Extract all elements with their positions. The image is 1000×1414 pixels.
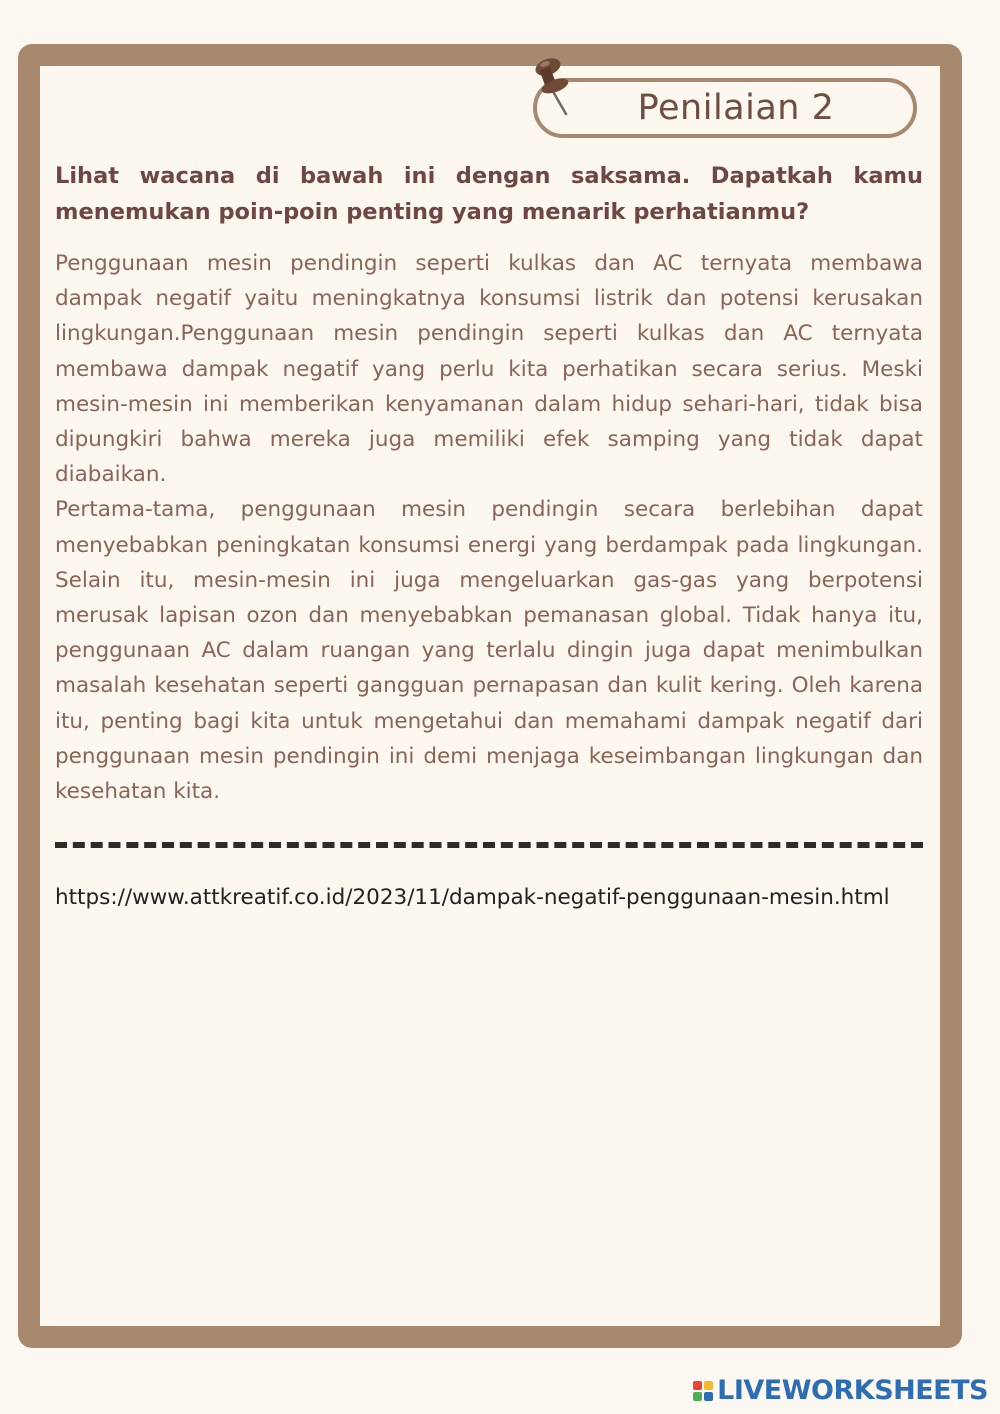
liveworksheets-brand bbox=[693, 1375, 988, 1406]
dashed-divider bbox=[55, 842, 923, 848]
page-title: Penilaian 2 bbox=[637, 88, 835, 128]
logo-square bbox=[693, 1392, 702, 1401]
instruction-text: Lihat wacana di bawah ini dengan saksama. Dapatkah kamu menemukan poin-poin penting yang menarik perhatianmu? bbox=[55, 163, 923, 225]
passage-paragraph-1: Penggunaan mesin pendingin seperti kulkas dan AC ternyata membawa dampak negatif yaitu meningkatnya konsumsi listrik dan potensi kerusakan lingkungan.Penggunaan mesin pendingin seperti kulkas dan AC ternyata membawa dampak negatif yang perlu kita perhatikan secara serius. Meski mesin-mesin ini memberikan kenyamanan dalam hidup sehari-hari, tidak bisa dipungkiri bahwa mereka juga memiliki efek samping yang tidak dapat diabaikan. bbox=[55, 251, 923, 488]
passage-paragraph-2: Pertama-tama, penggunaan mesin pendingin secara berlebihan dapat menyebabkan peningkatan konsumsi energi yang berdampak pada lingkungan. Selain itu, mesin-mesin ini juga mengeluarkan gas-gas yang berpotensi merusak lapisan ozon dan menyebabkan pemanasan global. Tidak hanya itu, penggunaan AC dalam ruangan yang terlalu dingin juga dapat menimbulkan masalah kesehatan seperti gangguan pernapasan dan kulit kering. Oleh karena itu, penting bagi kita untuk mengetahui dan memahami dampak negatif dari penggunaan mesin pendingin ini demi menjaga keseimbangan lingkungan dan kesehatan kita. bbox=[55, 497, 923, 805]
title-badge bbox=[533, 78, 917, 138]
pushpin-icon bbox=[526, 52, 578, 118]
logo-square bbox=[704, 1381, 713, 1390]
logo-square bbox=[693, 1381, 702, 1390]
reading-passage bbox=[55, 246, 923, 809]
brand-name: LIVEWORKSHEETS bbox=[717, 1375, 988, 1406]
liveworksheets-logo-icon bbox=[693, 1381, 713, 1401]
source-link[interactable]: https://www.attkreatif.co.id/2023/11/dampak-negatif-penggunaan-mesin.html bbox=[55, 885, 890, 910]
logo-square bbox=[704, 1392, 713, 1401]
